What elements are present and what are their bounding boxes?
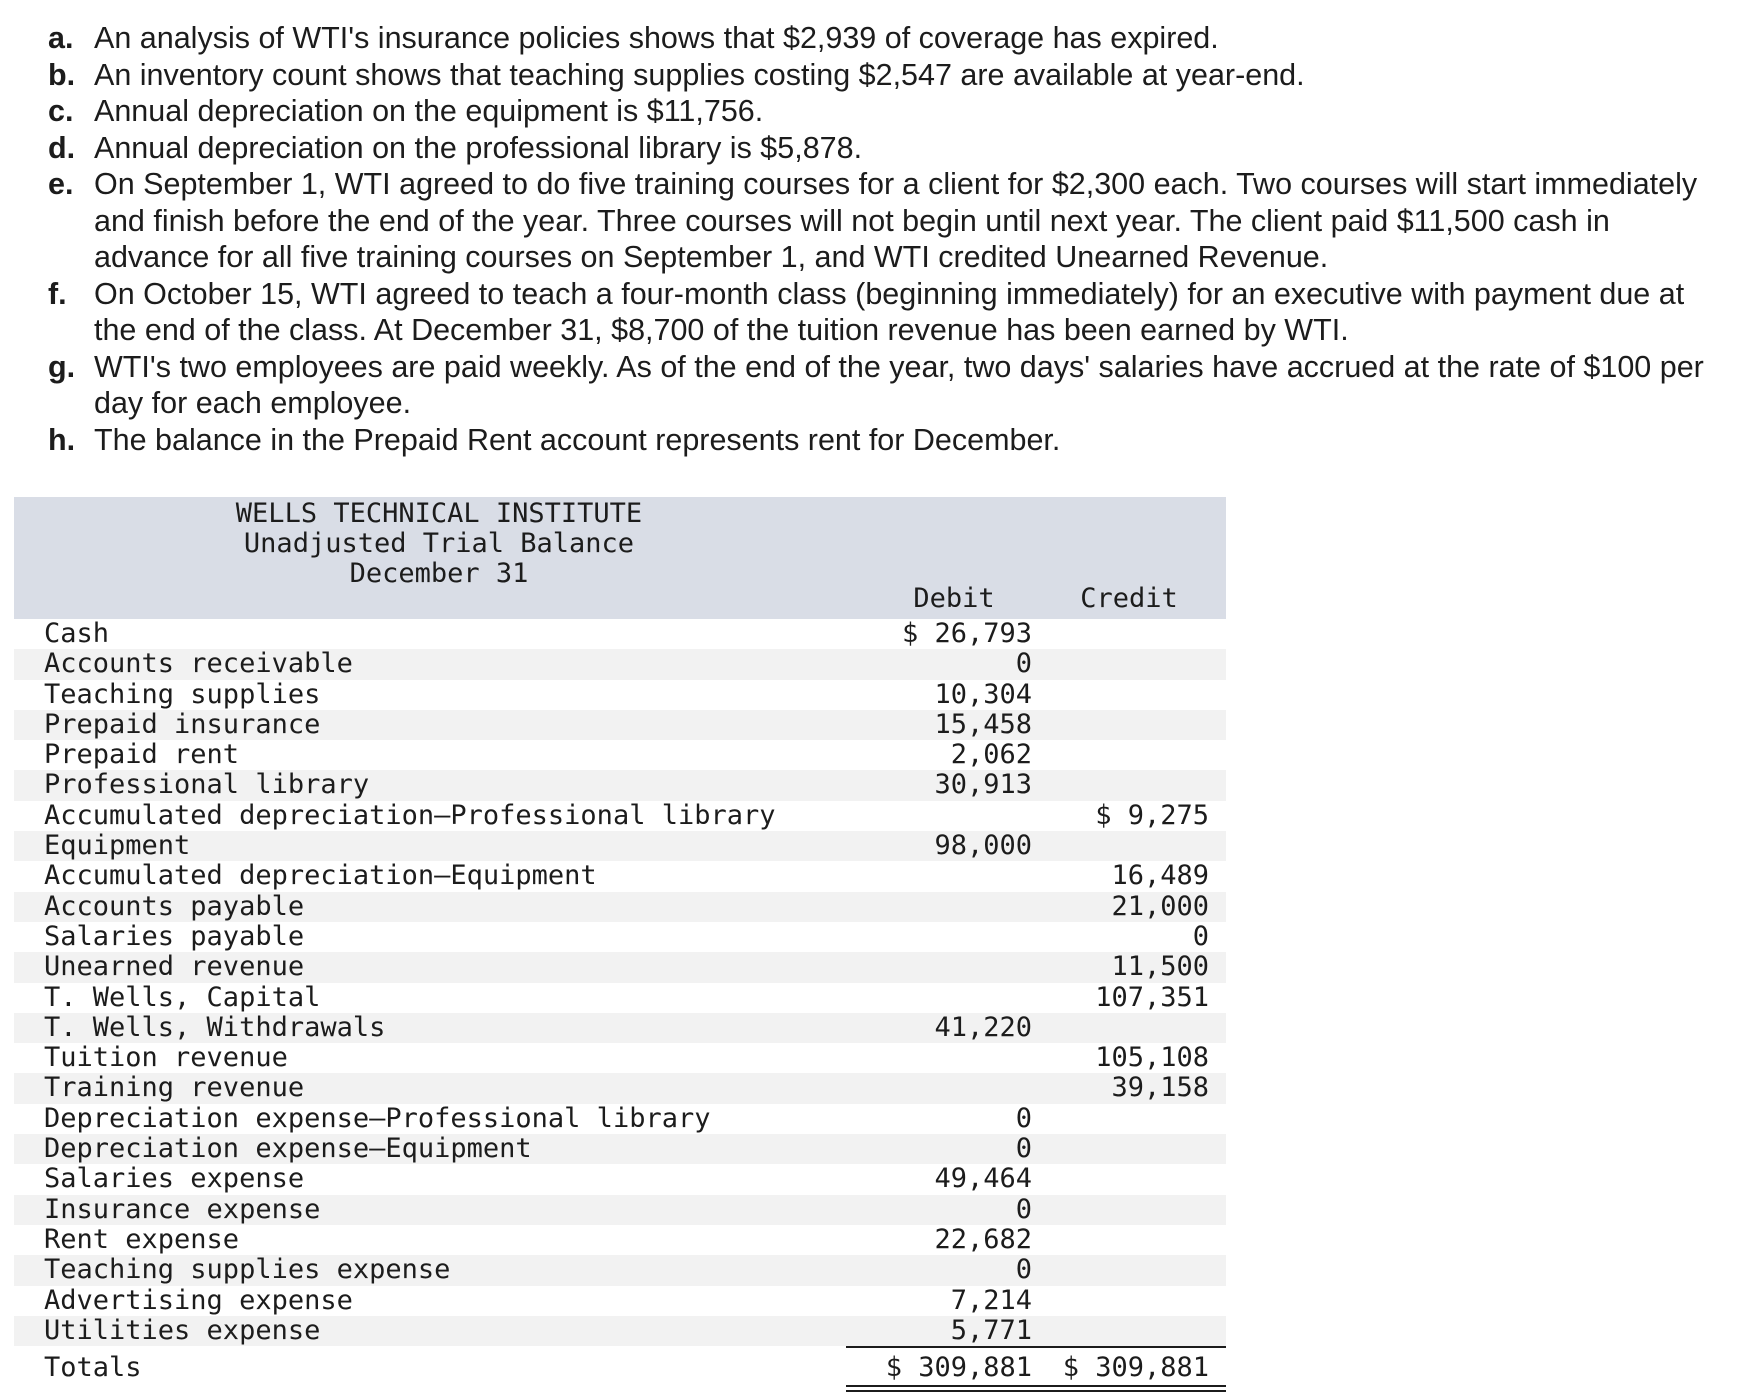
debit-amount: 0 — [1015, 648, 1032, 680]
account-name: Professional library — [44, 769, 370, 801]
account-name: Depreciation expense—Equipment — [44, 1133, 532, 1165]
account-name: T. Wells, Capital — [44, 981, 321, 1013]
totals-label: Totals — [44, 1352, 142, 1384]
credit-amount: 16,489 — [1111, 860, 1209, 892]
account-name: Accumulated depreciation—Professional library — [44, 799, 776, 831]
credit-column-header: Credit — [1080, 583, 1178, 614]
company-name: WELLS TECHNICAL INSTITUTE — [235, 498, 643, 529]
account-name: Cash — [44, 618, 110, 649]
total-credit: $ 309,881 — [1062, 1352, 1209, 1384]
credit-amount: 39,158 — [1111, 1072, 1209, 1104]
instruction-letter: f. — [48, 276, 67, 311]
debit-amount: 2,062 — [950, 739, 1032, 771]
debit-amount: 7,214 — [950, 1284, 1032, 1316]
instruction-text: The balance in the Prepaid Rent account represents rent for December. — [94, 422, 1061, 457]
statement-date: December 31 — [349, 558, 529, 589]
table-row — [14, 1013, 1226, 1043]
account-name: Prepaid rent — [44, 739, 240, 771]
instruction-letter: h. — [48, 422, 76, 457]
account-name: Accounts receivable — [44, 648, 353, 680]
instruction-letter: c. — [48, 94, 74, 128]
account-name: Training revenue — [44, 1072, 305, 1104]
instruction-item — [48, 20, 1728, 57]
instruction-item — [48, 422, 1728, 459]
debit-amount: $ 26,793 — [901, 618, 1032, 649]
account-name: T. Wells, Withdrawals — [44, 1011, 386, 1043]
trial-balance-title-block — [14, 499, 864, 589]
table-row — [14, 740, 1226, 770]
account-name: Advertising expense — [44, 1284, 353, 1316]
instruction-letter: d. — [48, 130, 76, 165]
instruction-item — [48, 276, 1728, 349]
debit-amount: 15,458 — [934, 708, 1032, 740]
account-name: Prepaid insurance — [44, 708, 321, 740]
account-name: Utilities expense — [44, 1314, 321, 1346]
table-row — [14, 831, 1226, 861]
account-name: Salaries expense — [44, 1163, 305, 1195]
instruction-text: Annual depreciation on the equipment is $11,756. — [94, 94, 764, 128]
debit-amount: 0 — [1015, 1133, 1032, 1165]
table-row — [14, 1255, 1226, 1285]
table-row — [14, 1316, 1226, 1346]
debit-amount: 22,682 — [934, 1223, 1032, 1255]
table-row — [14, 770, 1226, 800]
instruction-item — [48, 93, 1728, 130]
table-row — [14, 1286, 1226, 1316]
table-row — [14, 952, 1226, 982]
table-row — [14, 983, 1226, 1013]
instruction-text: On October 15, WTI agreed to teach a four-month class (beginning immediately) for an executive with payment due at the end of the class. At December 31, $8,700 of the tuition revenue has been earned by WTI. — [94, 276, 1685, 347]
account-name: Tuition revenue — [44, 1042, 288, 1074]
account-name: Insurance expense — [44, 1193, 321, 1225]
account-name: Teaching supplies expense — [44, 1254, 451, 1286]
credit-amount: 105,108 — [1095, 1042, 1209, 1074]
table-row — [14, 1104, 1226, 1134]
debit-amount: 0 — [1015, 1102, 1032, 1134]
account-name: Rent expense — [44, 1223, 240, 1255]
table-row — [14, 619, 1226, 649]
instruction-item — [48, 130, 1728, 167]
instruction-letter: b. — [48, 57, 76, 92]
debit-amount: 41,220 — [934, 1011, 1032, 1043]
table-row — [14, 1043, 1226, 1073]
instruction-item — [48, 166, 1728, 276]
table-row — [14, 710, 1226, 740]
instruction-text: An analysis of WTI's insurance policies shows that $2,939 of coverage has expired. — [94, 21, 1219, 55]
trial-balance-header — [14, 497, 1226, 619]
credit-amount: 11,500 — [1111, 951, 1209, 983]
debit-column-header: Debit — [913, 583, 995, 614]
total-debit: $ 309,881 — [885, 1352, 1032, 1384]
account-name: Accumulated depreciation—Equipment — [44, 860, 597, 892]
instruction-letter: g. — [48, 349, 76, 384]
table-row — [14, 861, 1226, 891]
credit-amount: 107,351 — [1095, 981, 1209, 1013]
table-row — [14, 1195, 1226, 1225]
table-row — [14, 892, 1226, 922]
instruction-item — [48, 349, 1728, 422]
table-row — [14, 1225, 1226, 1255]
instruction-text: WTI's two employees are paid weekly. As of the end of the year, two days' salaries have accrued at the rate of $100 per day for each employee. — [94, 349, 1704, 420]
totals-double-rule — [846, 1385, 1226, 1392]
table-row — [14, 801, 1226, 831]
table-row — [14, 680, 1226, 710]
instruction-item — [48, 57, 1728, 94]
debit-amount: 0 — [1015, 1193, 1032, 1225]
credit-amount: 21,000 — [1111, 890, 1209, 922]
credit-amount: 0 — [1192, 920, 1209, 952]
table-row — [14, 1073, 1226, 1103]
instruction-text: An inventory count shows that teaching supplies costing $2,547 are available at year-end. — [94, 57, 1305, 92]
credit-amount: $ 9,275 — [1095, 799, 1209, 831]
table-row — [14, 922, 1226, 952]
table-row — [14, 1134, 1226, 1164]
trial-balance-table — [14, 497, 1226, 1390]
table-row — [14, 649, 1226, 679]
debit-amount: 0 — [1015, 1254, 1032, 1286]
instruction-letter: a. — [48, 21, 74, 55]
account-name: Equipment — [44, 830, 191, 862]
debit-amount: 98,000 — [934, 830, 1032, 862]
account-name: Salaries payable — [44, 920, 305, 952]
instruction-letter: e. — [48, 167, 74, 201]
debit-amount: 30,913 — [934, 769, 1032, 801]
table-row — [14, 1164, 1226, 1194]
debit-amount: 5,771 — [950, 1314, 1032, 1346]
account-name: Unearned revenue — [44, 951, 305, 983]
instruction-text: Annual depreciation on the professional library is $5,878. — [94, 130, 863, 165]
debit-amount: 49,464 — [934, 1163, 1032, 1195]
trial-balance-body — [14, 619, 1226, 1346]
debit-amount: 10,304 — [934, 678, 1032, 710]
account-name: Depreciation expense—Professional library — [44, 1102, 711, 1134]
account-name: Accounts payable — [44, 890, 305, 922]
totals-row — [14, 1346, 1226, 1390]
adjustment-instructions — [48, 20, 1728, 458]
instruction-text: On September 1, WTI agreed to do five training courses for a client for $2,300 each. Two courses will start immediately and finish before the end of the year. Three courses will not begin until next year. The client paid $11,500 cash in advance for all five training courses on September 1, and WTI credited Unearned Revenue. — [94, 167, 1698, 274]
account-name: Teaching supplies — [44, 678, 321, 710]
statement-title: Unadjusted Trial Balance — [243, 528, 635, 559]
